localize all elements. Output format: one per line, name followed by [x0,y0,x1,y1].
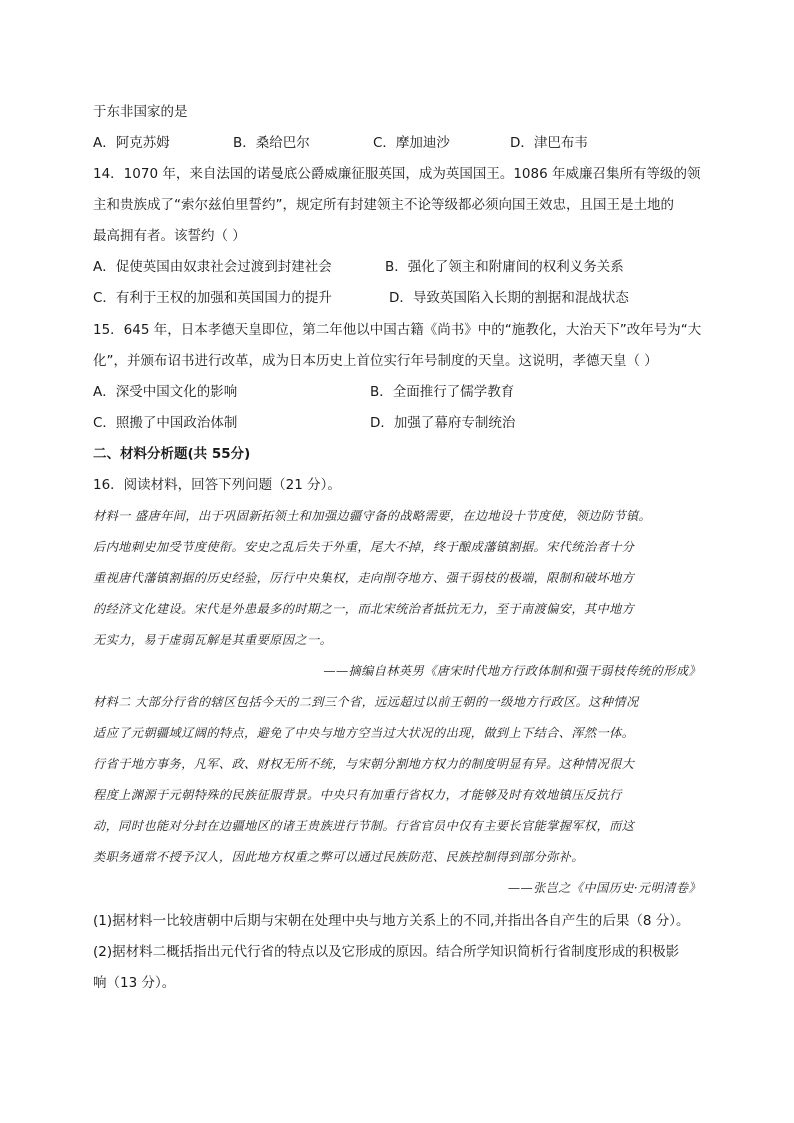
q15-option-d: D．加强了幕府专制统治 [370,415,516,431]
q14-option-a: A．促使英国由奴隶社会过渡到封建社会 [93,259,332,275]
material-2-line-6: 类职务通常不授予汉人，因此地方权重之弊可以通过民族防范、民族控制得到部分弥补。 [93,850,584,864]
q15-stem-line-2: 化”，并颁布诏书进行改革，成为日本历史上首位实行年号制度的天皇。这说明，孝德天皇（ ） [93,353,658,369]
q13-option-d: D．津巴布韦 [510,135,588,151]
material-2-line-4: 程度上渊源于元朝特殊的民族征服背景。中央只有加重行省权力，才能够及时有效地镇压反抗行 [93,788,622,802]
q16-subquestion-1: (1)据材料一比较唐朝中后期与宋朝在处理中央与地方关系上的不同,并指出各自产生的后果（8 分）。 [93,913,690,929]
q15-option-b: B．全面推行了儒学教育 [370,384,515,400]
q13-stem-tail: 于东非国家的是 [93,104,188,120]
q15-stem-line-1: 15．645 年，日本孝德天皇即位，第二年他以中国古籍《尚书》中的“施教化，大治天下”改年号为“大 [93,322,702,338]
q14-option-c: C．有利于王权的加强和英国国力的提升 [93,290,332,306]
material-2-line-5: 动，同时也能对分封在边疆地区的诸王贵族进行节制。行省官员中仅有主要长官能掌握军权，而这 [93,819,635,833]
material-1-line-4: 的经济文化建设。宋代是外患最多的时期之一，而北宋统治者抵抗无力，至于南渡偏安，其中地方 [93,602,635,616]
material-1-source: ——摘编自林英男《唐宋时代地方行政体制和强干弱枝传统的形成》 [323,664,701,678]
q13-option-a: A．阿克苏姆 [93,135,170,151]
q16-subquestion-2-line-2: 响（13 分）。 [93,975,176,991]
section-2-title: 二、材料分析题(共 55分) [93,446,251,462]
q14-stem-line-3: 最高拥有者。该誓约（ ） [93,228,246,244]
q16-intro: 16．阅读材料，回答下列问题（21 分）。 [93,477,341,493]
material-1-line-2: 后内地刺史加受节度使衔。安史之乱后失于外重，尾大不掉，终于酿成藩镇割据。宋代统治者十分 [93,540,635,554]
q14-stem-line-1: 14．1070 年，来自法国的诺曼底公爵威廉征服英国，成为英国国王。1086 年威廉召集所有等级的领 [93,166,701,182]
q14-option-b: B．强化了领主和附庸间的权利义务关系 [385,259,624,275]
q15-option-a: A．深受中国文化的影响 [93,384,238,400]
q15-option-c: C．照搬了中国政治体制 [93,415,238,431]
material-2-line-1: 材料二 大部分行省的辖区包括今天的二到三个省，远远超过以前王朝的一级地方行政区。这种情况 [93,695,639,709]
material-1-line-5: 无实力，易于虚弱瓦解是其重要原因之一。 [93,633,333,647]
q13-option-c: C．摩加迪沙 [373,135,450,151]
material-2-line-3: 行省于地方事务，凡军、政、财权无所不统，与宋朝分割地方权力的制度明显有异。这种情况很大 [93,757,635,771]
material-2-source: ——张岂之《中国历史·元明清卷》 [507,881,701,895]
material-1-line-3: 重视唐代藩镇割据的历史经验，厉行中央集权，走向削夺地方、强干弱枝的极端，限制和破坏地方 [93,571,635,585]
q13-option-b: B．桑给巴尔 [233,135,310,151]
material-2-line-2: 适应了元朝疆域辽阔的特点，避免了中央与地方空当过大状况的出现，做到上下结合、浑然一体。 [93,726,635,740]
q14-stem-line-2: 主和贵族成了“索尔兹伯里誓约”，规定所有封建领主不论等级都必须向国王效忠，且国王是土地的 [93,197,674,213]
q14-option-d: D．导致英国陷入长期的割据和混战状态 [389,290,629,306]
q16-subquestion-2-line-1: (2)据材料二概括指出元代行省的特点以及它形成的原因。结合所学知识简析行省制度形成的积极影 [93,944,680,960]
material-1-line-1: 材料一 盛唐年间，出于巩固新拓领土和加强边疆守备的战略需要，在边地设十节度使，领边防节镇。 [93,509,652,523]
